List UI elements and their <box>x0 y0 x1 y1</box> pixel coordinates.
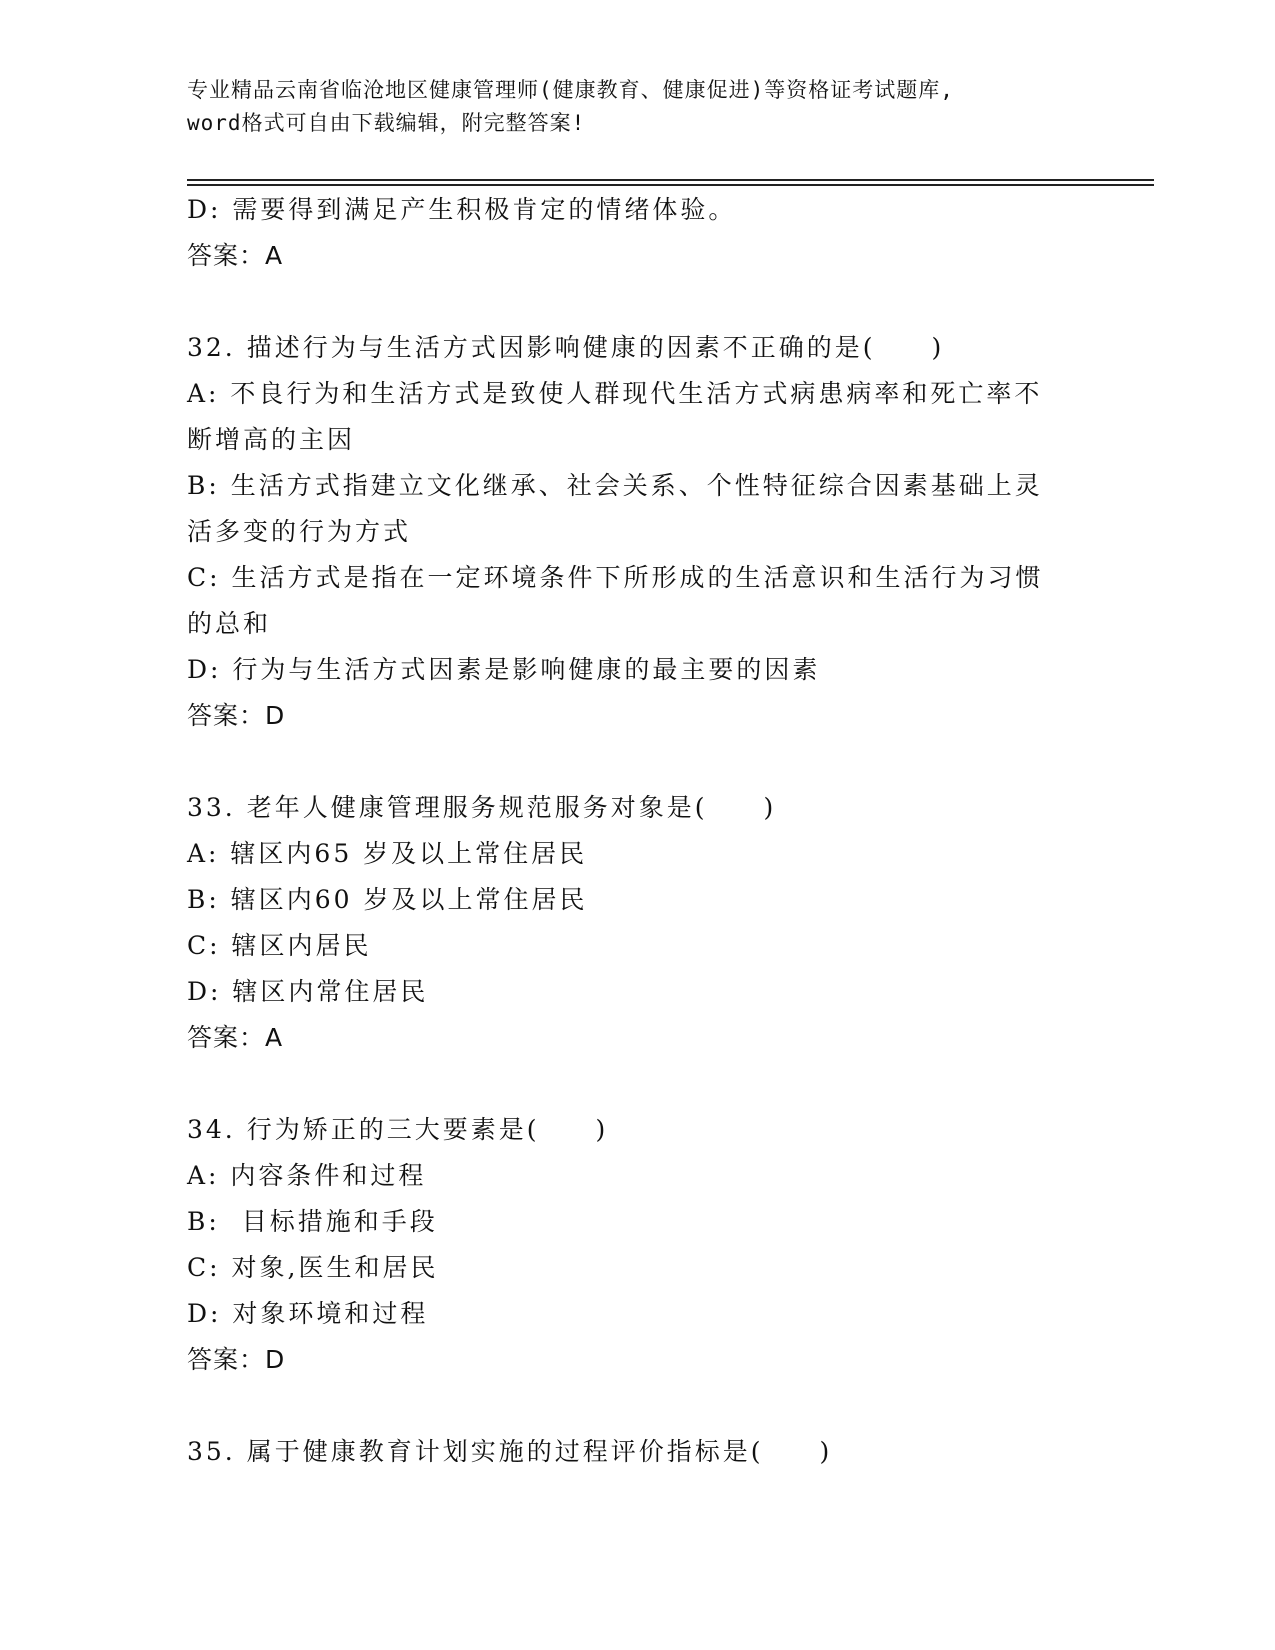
option-d-line: D: 对象环境和过程 <box>187 1299 429 1328</box>
question-stem: 32. 描述行为与生活方式因影响健康的因素不正确的是( ) <box>187 333 945 362</box>
question-block <box>187 1429 1087 1475</box>
answer-line: 答案：D <box>187 701 286 730</box>
header-rule-top <box>187 179 1154 181</box>
header-line-1: 专业精品云南省临沧地区健康管理师(健康教育、健康促进)等资格证考试题库, <box>187 78 954 102</box>
option-d-line: D: 需要得到满足产生积极肯定的情绪体验。 <box>187 195 737 224</box>
answer-line: 答案：A <box>187 1023 284 1052</box>
question-block <box>187 325 1087 739</box>
answer-line: 答案：A <box>187 241 284 270</box>
header-line-2: word格式可自由下载编辑，附完整答案! <box>187 111 586 135</box>
option-a-line-1: A: 不良行为和生活方式是致使人群现代生活方式病患病率和死亡率不 <box>187 379 1043 408</box>
page-header <box>187 74 1087 140</box>
spacer <box>187 1383 1087 1429</box>
question-content <box>187 187 1087 1475</box>
question-block <box>187 785 1087 1061</box>
question-block <box>187 1107 1087 1383</box>
option-c-line-2: 的总和 <box>187 609 272 638</box>
option-b-line: B: 目标措施和手段 <box>187 1207 438 1236</box>
option-c-line-1: C: 生活方式是指在一定环境条件下所形成的生活意识和生活行为习惯 <box>187 563 1044 592</box>
option-c-line: C: 辖区内居民 <box>187 931 372 960</box>
option-a-line: A: 内容条件和过程 <box>187 1161 427 1190</box>
question-stem: 33. 老年人健康管理服务规范服务对象是( ) <box>187 793 777 822</box>
spacer <box>187 279 1087 325</box>
answer-line: 答案：D <box>187 1345 286 1374</box>
header-rule-bottom <box>187 184 1154 186</box>
option-b-line-2: 活多变的行为方式 <box>187 517 412 546</box>
spacer <box>187 1061 1087 1107</box>
question-stem: 35. 属于健康教育计划实施的过程评价指标是( ) <box>187 1437 833 1466</box>
option-a-line: A: 辖区内65 岁及以上常住居民 <box>187 839 588 868</box>
option-b-line-1: B: 生活方式指建立文化继承、社会关系、个性特征综合因素基础上灵 <box>187 471 1043 500</box>
option-a-line-2: 断增高的主因 <box>187 425 356 454</box>
question-stem: 34. 行为矫正的三大要素是( ) <box>187 1115 609 1144</box>
option-d-line: D: 辖区内常住居民 <box>187 977 429 1006</box>
spacer <box>187 739 1087 785</box>
option-c-line: C: 对象,医生和居民 <box>187 1253 439 1282</box>
option-d-line: D: 行为与生活方式因素是影响健康的最主要的因素 <box>187 655 821 684</box>
option-b-line: B: 辖区内60 岁及以上常住居民 <box>187 885 588 914</box>
